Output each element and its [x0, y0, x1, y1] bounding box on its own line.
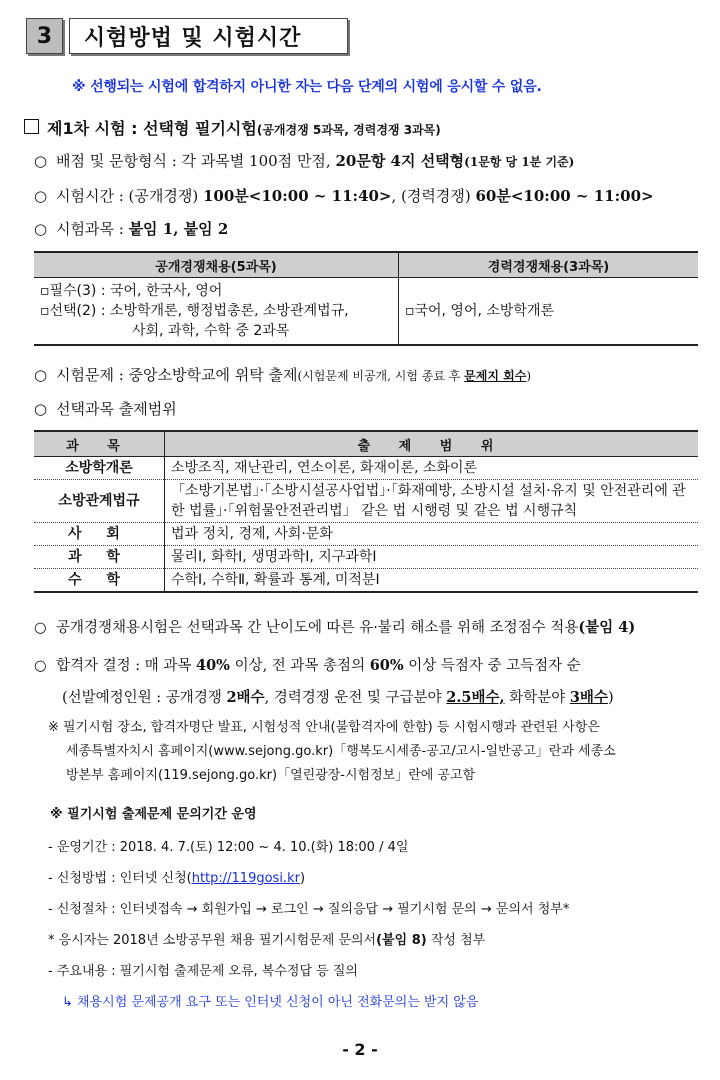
quota-text: ) — [607, 690, 614, 706]
inquiry-period: - 운영기간 : 2018. 4. 7.(토) 12:00 ~ 4. 10.(화) 18:00 / 4일 — [48, 840, 409, 855]
first-exam-subtitle: (공개경쟁 5과목, 경력경쟁 3과목) — [256, 123, 441, 137]
scope-title-line — [34, 398, 177, 419]
scope-cell: 법과 정치, 경제, 사회·문화 — [165, 523, 699, 546]
exam-questions-close: ) — [526, 369, 531, 383]
section-number: 3 — [26, 18, 63, 54]
time-open: 100분<10:00 ~ 11:40> — [202, 187, 392, 205]
scoring-note: (1문항 당 1분 기준) — [464, 155, 575, 169]
table-row — [34, 457, 698, 480]
notice-block — [48, 716, 708, 788]
table-row — [34, 480, 698, 523]
notice-line: 세종특별자치시 홈페이지(www.sejong.go.kr)「행복도시세종-공고/고시-일반공고」란과 세종소 — [66, 744, 616, 759]
time-label: 시험시간 : (공개경쟁) — [56, 187, 203, 205]
warning-note: ※ 선행되는 시험에 합격하지 아니한 자는 다음 단계의 시험에 응시할 수 없음. — [72, 79, 542, 95]
pass-total: 60% — [369, 657, 404, 674]
time-career: 60분<10:00 ~ 11:00> — [475, 187, 654, 205]
attach-text: 작성 첨부 — [426, 933, 486, 948]
inquiry-content: - 주요내용 : 필기시험 출제문제 오류, 복수정답 등 질의 — [48, 964, 358, 979]
section-heading — [26, 18, 348, 62]
subject-cell: 수 학 — [34, 569, 165, 593]
circle-bullet-icon: ○ — [34, 366, 48, 384]
quota-chem: 3배수 — [569, 689, 608, 706]
quota-text: 화학분야 — [504, 690, 570, 706]
circle-bullet-icon: ○ — [34, 658, 47, 674]
inquiry-block — [48, 832, 708, 1018]
circle-bullet-icon: ○ — [34, 620, 47, 636]
pass-text: 이상 득점자 중 고득점자 순 — [403, 658, 581, 674]
inquiry-attach — [48, 925, 708, 956]
required-subjects: ▫필수(3) : 국어, 한국사, 영어 — [40, 283, 223, 299]
scope-cell: 물리Ⅰ, 화학Ⅰ, 생명과학Ⅰ, 지구과학Ⅰ — [165, 546, 699, 569]
scoring-text: 배점 및 문항형식 : 각 과목별 100점 만점, — [56, 152, 336, 170]
pass-text: 이상, 전 과목 총점의 — [229, 658, 370, 674]
section-title: 시험방법 및 시험시간 — [69, 18, 348, 54]
inquiry-steps: - 신청절차 : 인터넷접속 → 회원가입 → 로그인 → 질의응답 → 필기시험 문의 → 문의서 청부* — [48, 902, 570, 917]
circle-bullet-icon: ○ — [34, 152, 48, 170]
subjects-table — [34, 251, 698, 346]
subject-cell: 소방학개론 — [34, 457, 165, 480]
adjust-ref: (붙임 4) — [578, 619, 636, 636]
table1-career-subjects: ▫국어, 영어, 소방학개론 — [399, 278, 699, 346]
first-exam-heading — [24, 116, 441, 139]
circle-bullet-icon: ○ — [34, 220, 48, 238]
subject-cell: 사 회 — [34, 523, 165, 546]
attach-ref: (붙임 8) — [376, 933, 427, 948]
quota-text: , 경력경쟁 운전 및 구급분야 — [264, 690, 447, 706]
circle-bullet-icon: ○ — [34, 400, 48, 418]
exam-questions-text: 시험문제 : 중앙소방학교에 위탁 출제 — [56, 366, 298, 384]
pass-min: 40% — [196, 657, 230, 674]
gosi-link[interactable]: http://119gosi.kr — [191, 871, 300, 886]
table2-header-subject: 과 목 — [34, 431, 165, 457]
inquiry-method — [48, 863, 708, 894]
subject-cell: 과 학 — [34, 546, 165, 569]
optional-subjects: ▫선택(2) : 소방학개론, 행정법총론, 소방관계법규, — [40, 303, 349, 319]
pass-text: 합격자 결정 : 매 과목 — [56, 658, 196, 674]
exam-questions-note: (시험문제 비공개, 시험 종료 후 — [297, 369, 465, 383]
pass-line — [34, 654, 581, 675]
adjust-line — [34, 616, 635, 637]
scope-cell: 「소방기본법」·「소방시설공사업법」·「화재예방, 소방시설 설치·유지 및 안전관리에 관한 법률」·「위험물안전관리법」 같은 법 시행령 및 같은 법 시행규칙 — [165, 480, 699, 523]
checkbox-square-icon — [24, 119, 39, 134]
scoring-line — [34, 150, 574, 171]
time-label-career: , (경력경쟁) — [391, 187, 476, 205]
scope-cell: 소방조직, 재난관리, 연소이론, 화재이론, 소화이론 — [165, 457, 699, 480]
table1-header-open: 공개경쟁채용(5과목) — [34, 252, 399, 278]
pass-quota-line — [62, 686, 614, 707]
time-line — [34, 185, 654, 206]
optional-subjects-cont: 사회, 과학, 수학 중 2과목 — [132, 323, 290, 339]
adjust-text: 공개경쟁채용시험은 선택과목 간 난이도에 따른 유·불리 해소를 위해 조정점수 적용 — [56, 620, 579, 636]
subjects-ref: 붙임 1, 붙임 2 — [128, 220, 229, 238]
quota-ems: 2.5배수, — [446, 689, 505, 706]
subjects-label: 시험과목 : — [56, 220, 129, 238]
method-text: ) — [299, 871, 306, 886]
scope-cell: 수학Ⅰ, 수학Ⅱ, 확률과 통계, 미적분Ⅰ — [165, 569, 699, 593]
exam-questions-collect: 문제지 회수 — [464, 369, 527, 383]
scope-table — [34, 430, 698, 593]
table2-header-scope: 출 제 범 위 — [165, 431, 699, 457]
method-text: - 신청방법 : 인터넷 신청( — [48, 871, 192, 886]
first-exam-title: 제1차 시험 : 선택형 필기시험 — [47, 119, 257, 138]
table1-header-career: 경력경쟁채용(3과목) — [399, 252, 699, 278]
scoring-format: 20문항 4지 선택형 — [335, 152, 465, 170]
quota-text: (선발예정인원 : 공개경쟁 — [62, 690, 227, 706]
table-row — [34, 569, 698, 593]
subject-cell: 소방관계법규 — [34, 480, 165, 523]
notice-line: ※ 필기시험 장소, 합격자명단 발표, 시험성적 안내(불합격자에 한함) 등 시험시행과 관련된 사항은 — [48, 720, 600, 735]
page-number: - 2 - — [342, 1040, 378, 1059]
notice-line: 방본부 홈페이지(119.sejong.go.kr)「열린광장-시험정보」란에 공고함 — [66, 768, 476, 783]
inquiry-phone-note: ↳ 채용시험 문제공개 요구 또는 인터넷 신청이 아닌 전화문의는 받지 않음 — [62, 995, 479, 1010]
exam-questions-line — [34, 364, 531, 385]
scope-title: 선택과목 출제범위 — [56, 400, 177, 418]
attach-text: * 응시자는 2018년 소방공무원 채용 필기시험문제 문의서 — [48, 933, 377, 948]
table-row — [34, 546, 698, 569]
subjects-line — [34, 218, 228, 239]
circle-bullet-icon: ○ — [34, 187, 48, 205]
table1-open-subjects — [34, 278, 399, 346]
inquiry-title: ※ 필기시험 출제문제 문의기간 운영 — [50, 807, 257, 822]
quota-open: 2배수 — [226, 689, 265, 706]
table-row — [34, 523, 698, 546]
